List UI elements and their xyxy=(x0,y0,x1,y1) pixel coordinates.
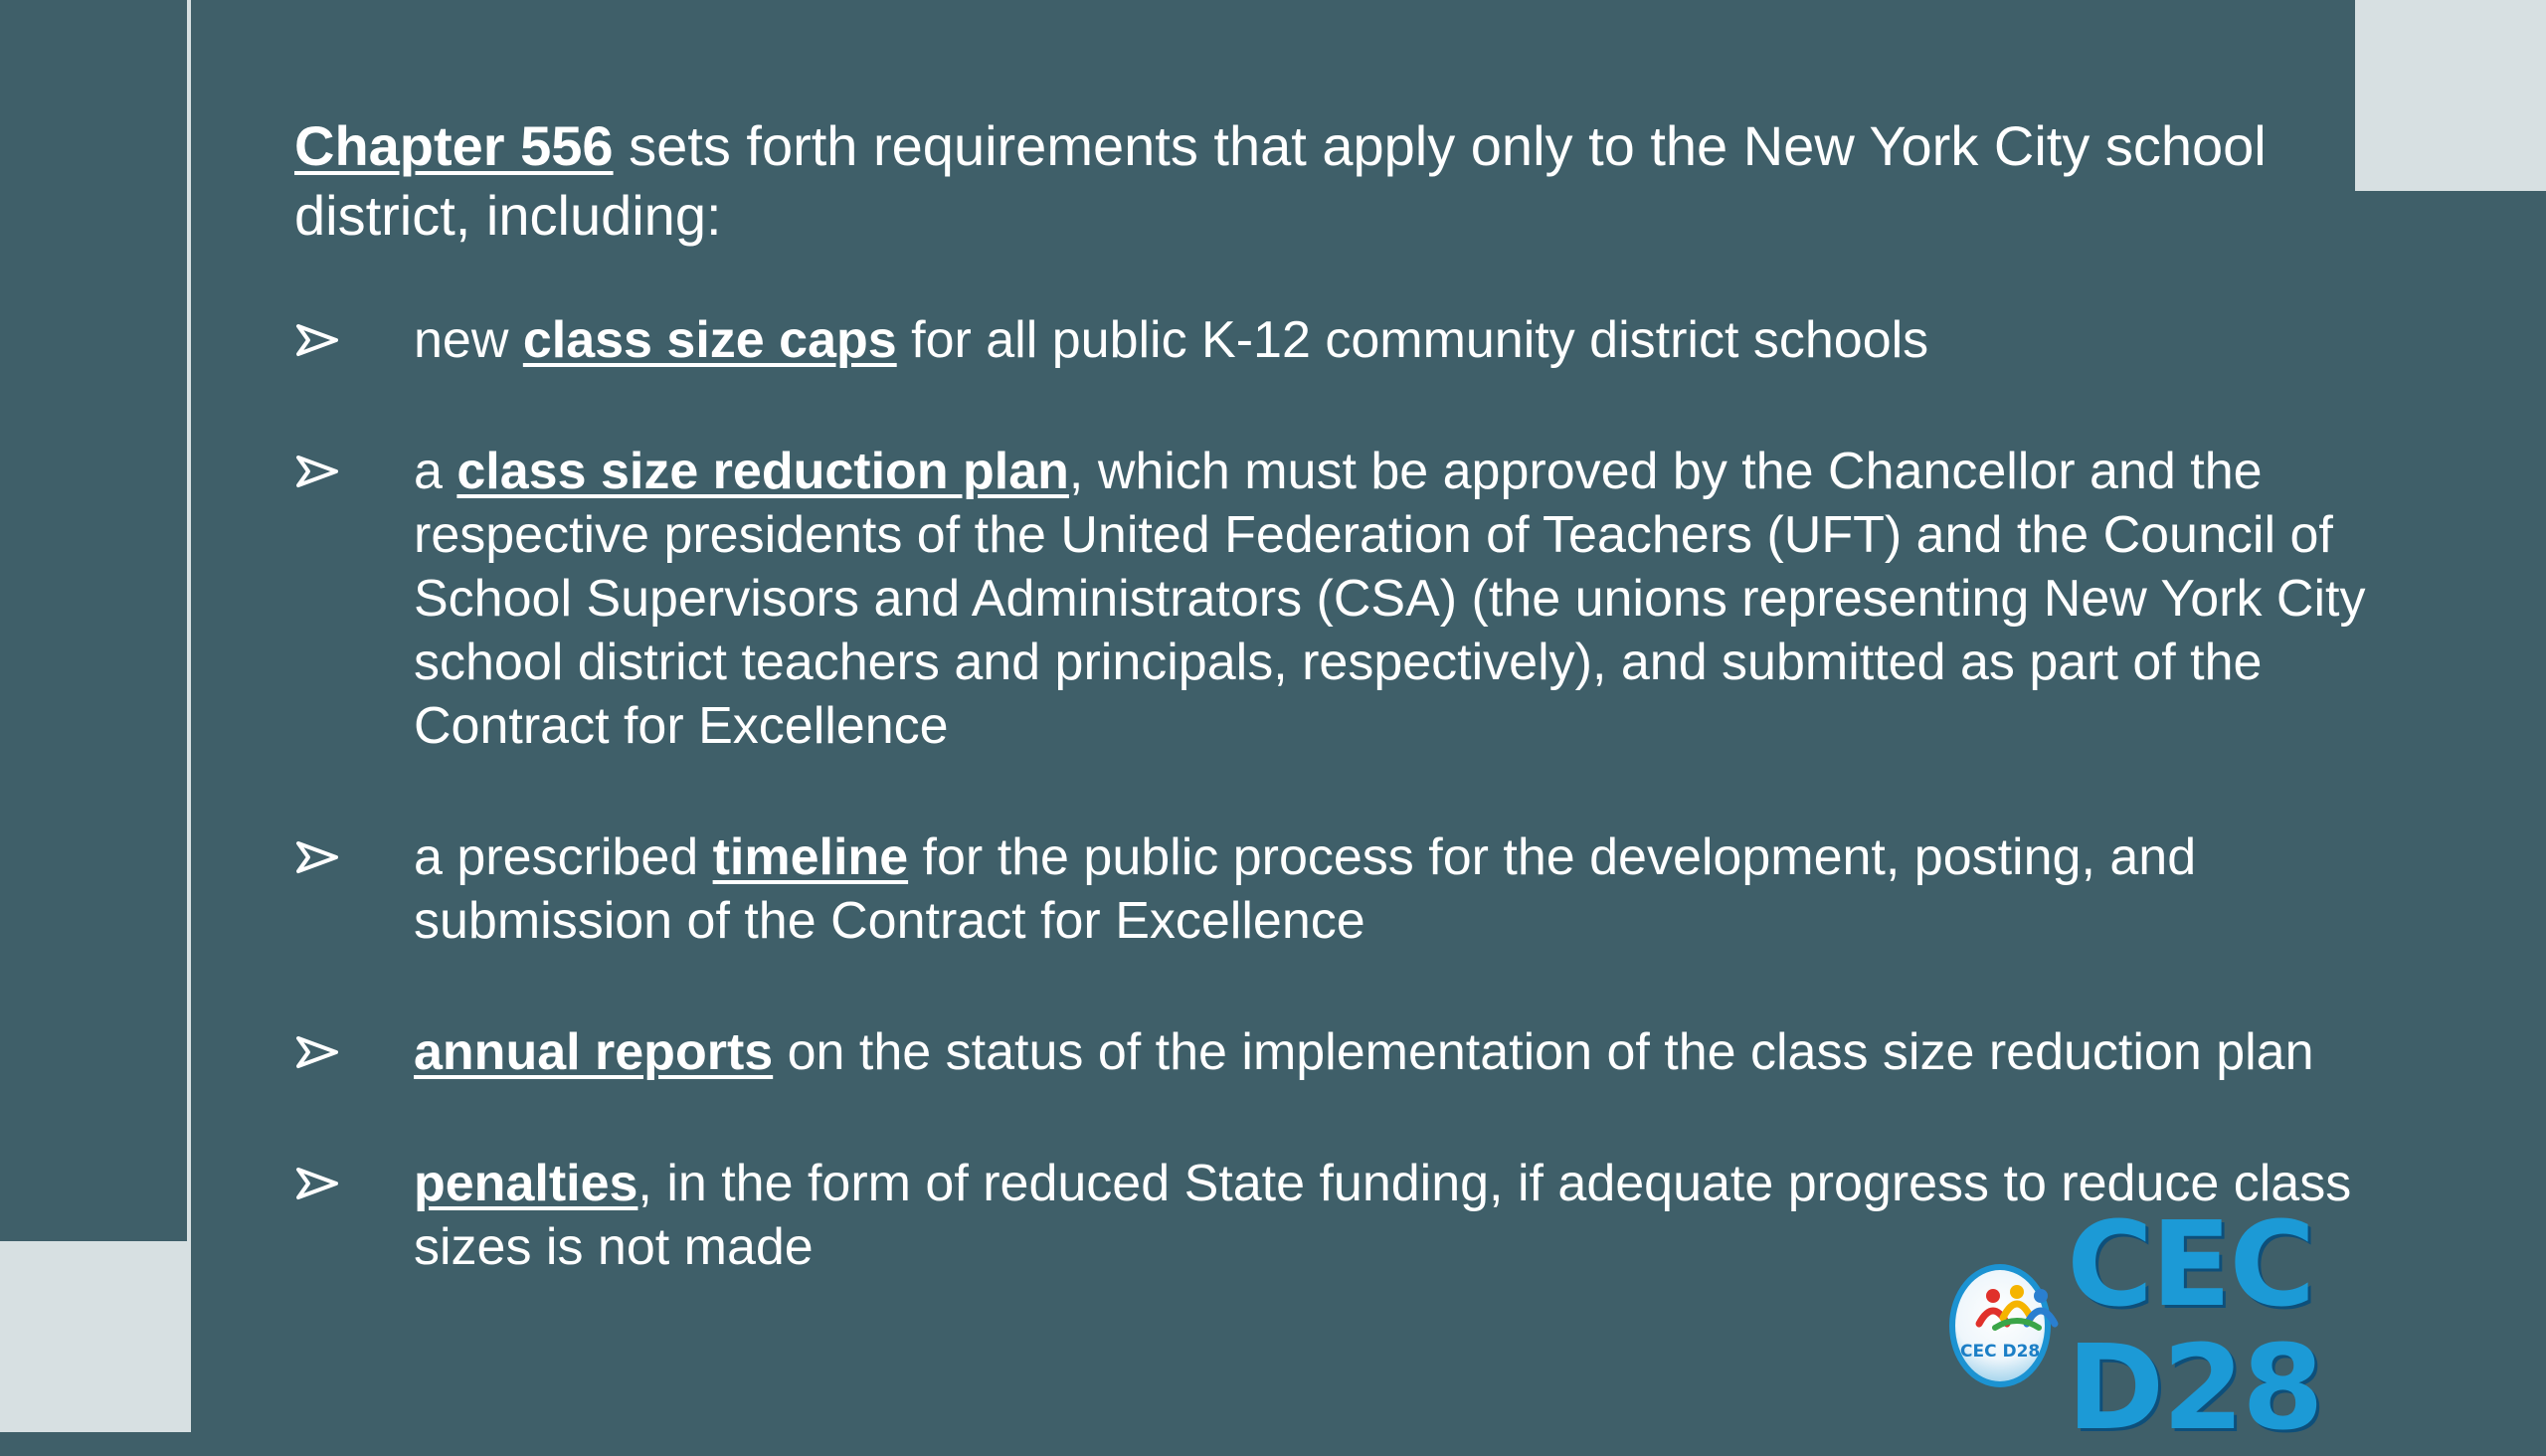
intro-text: sets forth requirements that apply only to the New York City school district, including: xyxy=(294,114,2267,247)
list-item xyxy=(294,308,2443,372)
arrow-bullet-icon xyxy=(294,308,340,372)
cec-d28-logo xyxy=(1949,1195,2502,1456)
logo-wordmark: CEC D28 xyxy=(2067,1195,2322,1456)
class-size-caps-link[interactable]: class size caps xyxy=(522,311,897,369)
intro-paragraph xyxy=(294,111,2443,251)
bullet-text-after: , which must be approved by the Chancellor and the respective presidents of the United Federation of Teachers (UFT) and the Council of School Supervisors and Administrators (CSA) (the unions representing New York City school district teachers and principals, respectively), and submitted as part of the Contract for Excellence xyxy=(414,443,2366,755)
requirements-list xyxy=(294,308,2443,1279)
annual-reports-link[interactable]: annual reports xyxy=(414,1023,774,1081)
people-figures-icon xyxy=(1973,1284,2061,1348)
left-strip-panel xyxy=(0,0,191,1432)
people-circle-logo-icon xyxy=(1949,1264,2051,1387)
bullet-text-after: for the public process for the development, posting, and submission of the Contract for Excellence xyxy=(414,828,2197,950)
penalties-link[interactable]: penalties xyxy=(414,1155,638,1212)
list-item xyxy=(294,825,2443,953)
list-item xyxy=(294,440,2443,758)
logo-badge-text: CEC D28 xyxy=(1960,1342,2041,1362)
bullet-text-after: , in the form of reduced State funding, if adequate progress to reduce class sizes is not made xyxy=(414,1155,2352,1276)
bullet-text-after: on the status of the implementation of the class size reduction plan xyxy=(773,1023,2314,1081)
bullet-text-before: a prescribed xyxy=(414,828,713,886)
arrow-bullet-icon xyxy=(294,1152,340,1215)
bullet-text-before: new xyxy=(414,311,523,369)
slide-content xyxy=(294,111,2443,1347)
arrow-bullet-icon xyxy=(294,440,340,503)
list-item xyxy=(294,1020,2443,1084)
corner-block-bottom-left xyxy=(0,1241,191,1432)
chapter-556-link[interactable]: Chapter 556 xyxy=(294,114,614,177)
arrow-bullet-icon xyxy=(294,825,340,889)
bullet-text-before: a xyxy=(414,443,457,500)
bullet-text-after: for all public K-12 community district schools xyxy=(896,311,1929,369)
class-size-reduction-plan-link[interactable]: class size reduction plan xyxy=(456,443,1069,500)
arrow-bullet-icon xyxy=(294,1020,340,1084)
timeline-link[interactable]: timeline xyxy=(712,828,909,886)
